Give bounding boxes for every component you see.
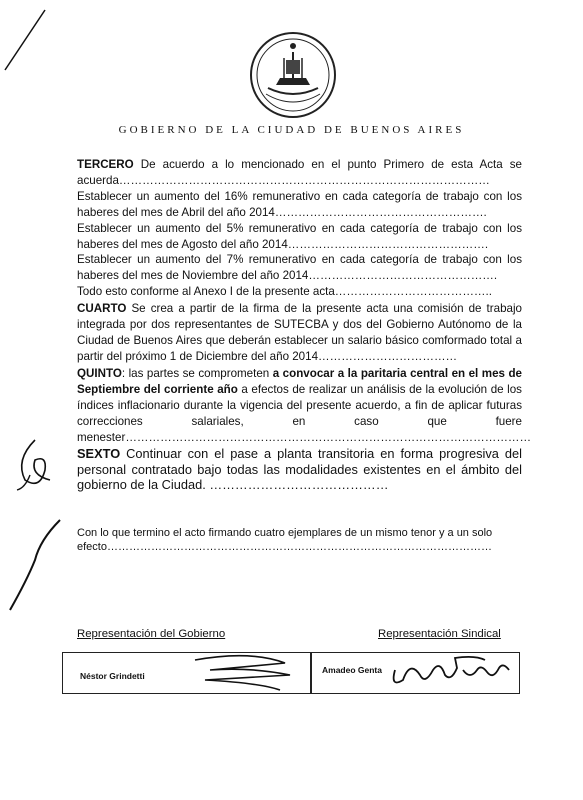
gov-signature-scribble — [190, 645, 300, 695]
tercero-item-3: Establecer un aumento del 7% remunerativo en cada categoría de trabajo con los haberes del mes de Noviembre del año 2014…………………………………………. — [77, 253, 522, 283]
government-header: GOBIERNO DE LA CIUDAD DE BUENOS AIRES — [118, 124, 465, 136]
city-seal-emblem — [248, 30, 338, 120]
quinto-section — [77, 366, 532, 446]
sexto-section — [77, 446, 522, 493]
gov-signatory-name: Néstor Grindetti — [80, 671, 145, 681]
cuarto-text: Se crea a partir de la firma de la presente acta una comisión de trabajo integrada por dos representantes de SUTECBA y dos del Gobierno Autónomo de la Ciudad de Buenos Aires que deberán establecer un salario básico comformado total a partir del próximo 1 de Diciembre del año 2014……………………………… — [77, 302, 522, 363]
tercero-item-1: Establecer un aumento del 16% remunerativo en cada categoría de trabajo con los haberes del mes de Abril del año 2014………………………………………………. — [77, 189, 522, 219]
tercero-item-4: Todo esto conforme al Anexo I de la presente acta………………………………….. — [77, 285, 492, 299]
cuarto-heading: CUARTO — [77, 302, 127, 315]
quinto-text-2: a efectos de realizar un análisis de la evolución de los índices inflacionario durante la vigencia del presente acuerdo, a fin de aplicar futuras correcciones salariales, en caso que fuere menester…………………………………………………………………………………………… — [77, 382, 532, 444]
tercero-item-2: Establecer un aumento del 5% remunerativo en cada categoría de trabajo con los haberes del mes de Agosto del año 2014……………………………………………. — [77, 221, 522, 251]
corner-mark — [0, 0, 60, 80]
closing-statement: Con lo que termino el acto firmando cuatro ejemplares de un mismo tenor y a un solo efecto…………………………………………………………………………………………… — [77, 527, 493, 553]
tercero-section — [77, 157, 522, 300]
union-signatory-name: Amadeo Genta — [322, 665, 382, 675]
quinto-heading: QUINTO — [77, 367, 122, 380]
gov-representation-label: Representación del Gobierno — [77, 628, 226, 640]
quinto-text-1: : las partes se comprometen — [121, 367, 273, 380]
union-signature-scribble — [385, 650, 515, 692]
quinto-bold: a convocar a la paritaria central en el mes de Septiembre del corriente año — [77, 367, 522, 396]
sexto-heading: SEXTO — [77, 446, 121, 461]
tercero-heading: TERCERO — [77, 158, 134, 171]
tercero-intro: De acuerdo a lo mencionado en el punto Primero de esta Acta se acuerda…………………………………………………………………………………… — [77, 158, 522, 187]
union-representation-label: Representación Sindical — [378, 628, 501, 640]
margin-initials — [5, 430, 65, 630]
sexto-text: Continuar con el pase a planta transitoria en forma progresiva del personal contratado bajo todas las modalidades existentes en el ámbito del gobierno de la Ciudad. …………………………………… — [77, 446, 522, 492]
cuarto-section — [77, 301, 522, 365]
